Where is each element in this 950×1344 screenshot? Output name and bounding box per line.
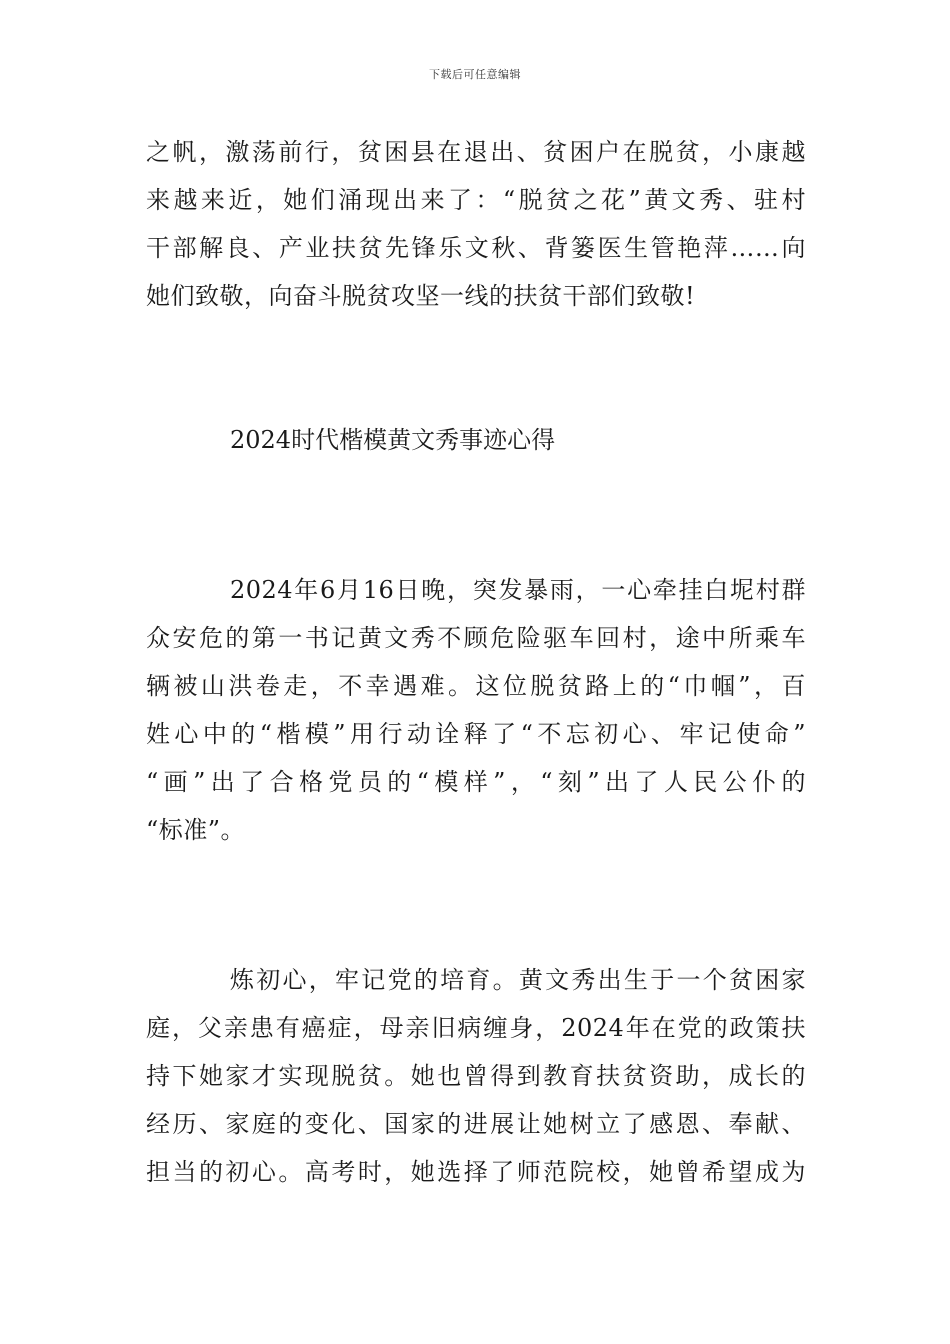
paragraph-line: 她们致敬，向奋斗脱贫攻坚一线的扶贫干部们致敬!	[146, 282, 696, 310]
paragraph-line: 2024年6月16日晚，突发暴雨，一心牵挂白坭村群	[230, 576, 806, 604]
document-body	[146, 128, 806, 1196]
paragraph-line: “画”出了合格党员的“模样”，“刻”出了人民公仆的	[146, 768, 806, 796]
paragraph-line: “标准”。	[146, 816, 246, 844]
paragraph-line: 干部解良、产业扶贫先锋乐文秋、背篓医生管艳萍……向	[146, 234, 806, 262]
section-title: 2024时代楷模黄文秀事迹心得	[230, 426, 556, 454]
paragraph-line: 姓心中的“楷模”用行动诠释了“不忘初心、牢记使命”	[146, 720, 806, 748]
paragraph-line: 持下她家才实现脱贫。她也曾得到教育扶贫资助，成长的	[146, 1062, 806, 1090]
page-header: 下载后可任意编辑	[429, 68, 521, 81]
paragraph-line: 经历、家庭的变化、国家的进展让她树立了感恩、奉献、	[146, 1110, 806, 1138]
paragraph-original-aspiration	[146, 956, 806, 1196]
paragraph-line: 之帆，激荡前行，贫困县在退出、贫困户在脱贫，小康越	[146, 138, 806, 166]
paragraph-line: 庭，父亲患有癌症，母亲旧病缠身，2024年在党的政策扶	[146, 1014, 806, 1042]
paragraph-line: 来越来近，她们涌现出来了：“脱贫之花”黄文秀、驻村	[146, 186, 806, 214]
paragraph-line: 炼初心，牢记党的培育。黄文秀出生于一个贫困家	[230, 966, 806, 994]
paragraph-intro-continuation	[146, 128, 806, 320]
paragraph-line: 担当的初心。高考时，她选择了师范院校，她曾希望成为	[146, 1158, 806, 1186]
paragraph-line: 众安危的第一书记黄文秀不顾危险驱车回村，途中所乘车	[146, 624, 806, 652]
paragraph-line: 辆被山洪卷走，不幸遇难。这位脱贫路上的“巾帼”，百	[146, 672, 806, 700]
paragraph-event	[146, 566, 806, 854]
